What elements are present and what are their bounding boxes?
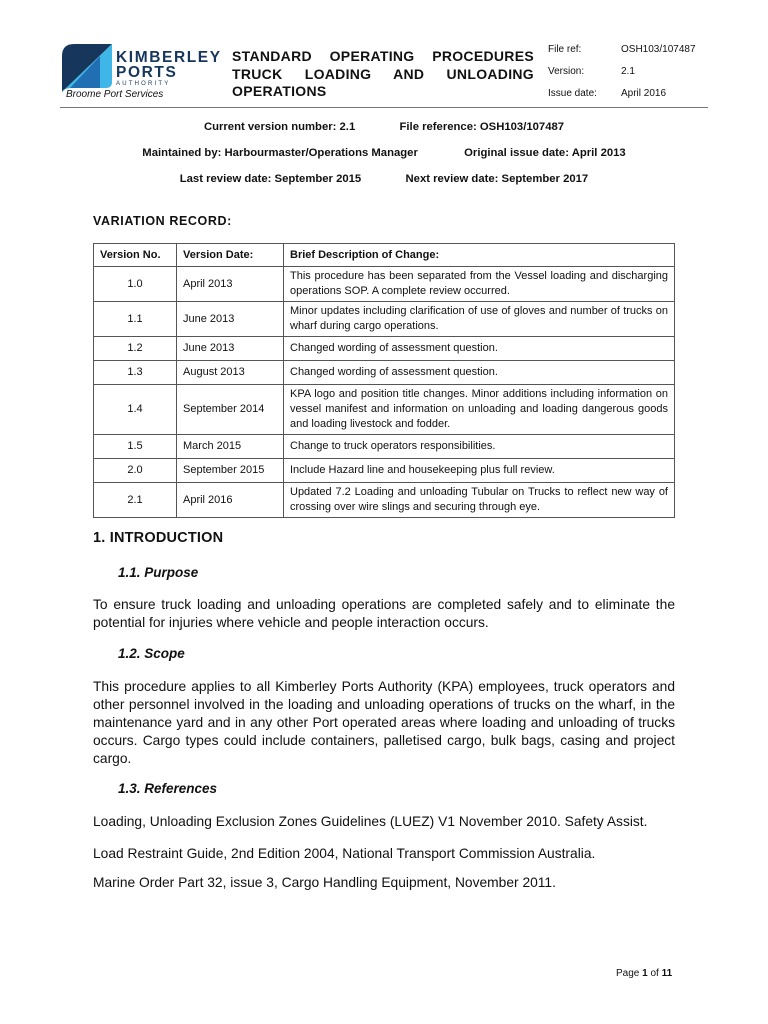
title-line-1: STANDARD OPERATING PROCEDURES — [232, 48, 534, 64]
description-cell: KPA logo and position title changes. Minor additions including information on vessel manifest and information on unloading and loading dangerous goods and loading livestock and fodder. — [284, 385, 675, 435]
info-line-maintainer — [60, 147, 708, 159]
scope-heading: 1.2. Scope — [118, 646, 185, 661]
variation-record-table — [93, 243, 675, 518]
meta-value: 2.1 — [621, 66, 635, 77]
last-review-date: Last review date: September 2015 — [179, 173, 362, 185]
description-cell: This procedure has been separated from the Vessel loading and discharging operations SOP. A complete review occurred. — [284, 267, 675, 302]
version-cell: 1.0 — [94, 267, 177, 302]
info-line-review — [60, 173, 708, 185]
title-line-2: TRUCK LOADING AND UNLOADING — [232, 65, 534, 82]
column-header: Brief Description of Change: — [284, 244, 675, 267]
document-title — [232, 48, 534, 101]
table-header-row — [94, 244, 675, 267]
date-cell: April 2016 — [177, 483, 284, 518]
meta-label: File ref: — [548, 44, 582, 55]
logo-line-2: PORTS — [116, 64, 178, 81]
info-line-version — [60, 121, 708, 133]
table-row — [94, 267, 675, 302]
introduction-heading: 1. INTRODUCTION — [93, 530, 224, 546]
table-row — [94, 483, 675, 518]
table-row — [94, 337, 675, 361]
date-cell: June 2013 — [177, 302, 284, 337]
meta-row-file-ref — [548, 44, 731, 66]
original-issue-date: Original issue date: April 2013 — [464, 147, 626, 159]
version-cell: 2.1 — [94, 483, 177, 518]
maintained-by: Maintained by: Harbourmaster/Operations Manager — [142, 147, 418, 159]
date-cell: August 2013 — [177, 361, 284, 385]
date-cell: September 2015 — [177, 459, 284, 483]
column-header: Version No. — [94, 244, 177, 267]
date-cell: April 2013 — [177, 267, 284, 302]
date-cell: June 2013 — [177, 337, 284, 361]
column-header: Version Date: — [177, 244, 284, 267]
document-meta — [548, 44, 731, 110]
meta-label: Version: — [548, 66, 585, 77]
version-cell: 1.2 — [94, 337, 177, 361]
header-divider — [60, 107, 708, 108]
variation-record-title: VARIATION RECORD: — [93, 214, 232, 228]
table-row — [94, 459, 675, 483]
version-cell: 1.5 — [94, 435, 177, 459]
meta-label: Issue date: — [548, 88, 597, 99]
page-current: 1 — [642, 968, 648, 979]
description-cell: Changed wording of assessment question. — [284, 337, 675, 361]
reference-item: Loading, Unloading Exclusion Zones Guidelines (LUEZ) V1 November 2010. Safety Assist. — [93, 814, 648, 829]
meta-value: April 2016 — [621, 88, 667, 99]
next-review-date: Next review date: September 2017 — [405, 173, 589, 185]
page-number — [616, 968, 672, 979]
description-cell: Changed wording of assessment question. — [284, 361, 675, 385]
purpose-heading: 1.1. Purpose — [118, 565, 199, 580]
logo-line-1: KIMBERLEY — [116, 49, 222, 66]
version-cell: 1.4 — [94, 385, 177, 435]
table-row — [94, 302, 675, 337]
description-cell: Minor updates including clarification of use of gloves and number of trucks on wharf during cargo operations. — [284, 302, 675, 337]
logo-line-3: AUTHORITY — [116, 81, 171, 87]
table-row — [94, 361, 675, 385]
scope-paragraph: This procedure applies to all Kimberley Ports Authority (KPA) employees, truck operators and other personnel involved in the loading and unloading operations of trucks on the wharf, in the maintenance yard and in any other Port operated areas where loading and unloading of trucks occurs. Cargo types could include containers, palletised cargo, bulk bags, casing and project cargo. — [93, 679, 675, 766]
description-cell: Change to truck operators responsibilities. — [284, 435, 675, 459]
version-cell: 1.1 — [94, 302, 177, 337]
logo-subtitle: Broome Port Services — [66, 89, 164, 100]
date-cell: September 2014 — [177, 385, 284, 435]
purpose-paragraph: To ensure truck loading and unloading operations are completed safely and to eliminate the potential for injuries where vehicle and people interaction occurs. — [93, 597, 675, 630]
date-cell: March 2015 — [177, 435, 284, 459]
reference-item: Marine Order Part 32, issue 3, Cargo Handling Equipment, November 2011. — [93, 875, 556, 890]
table-row — [94, 385, 675, 435]
title-line-3: OPERATIONS — [232, 83, 327, 99]
version-cell: 2.0 — [94, 459, 177, 483]
references-heading: 1.3. References — [118, 781, 218, 796]
version-cell: 1.3 — [94, 361, 177, 385]
table-row — [94, 435, 675, 459]
current-version: Current version number: 2.1 — [203, 121, 356, 133]
page-total: 11 — [661, 968, 673, 979]
page-of: of — [650, 968, 659, 979]
logo-wordmark — [116, 50, 222, 80]
reference-item: Load Restraint Guide, 2nd Edition 2004, National Transport Commission Australia. — [93, 846, 596, 861]
description-cell: Include Hazard line and housekeeping plus full review. — [284, 459, 675, 483]
page-prefix: Page — [616, 968, 640, 979]
description-cell: Updated 7.2 Loading and unloading Tubular on Trucks to reflect new way of crossing over wire slings and securing through eye. — [284, 483, 675, 518]
meta-value: OSH103/107487 — [621, 44, 696, 55]
file-reference: File reference: OSH103/107487 — [399, 121, 565, 133]
meta-row-version — [548, 66, 731, 88]
